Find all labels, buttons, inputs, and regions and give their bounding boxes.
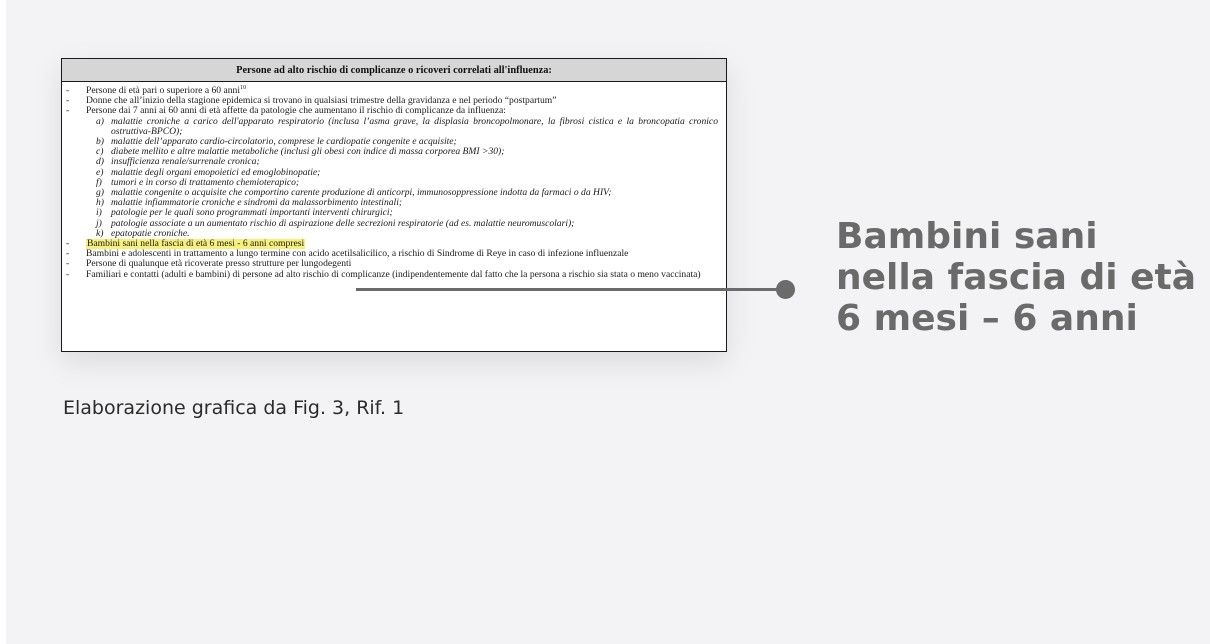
list-dash: -: [66, 105, 70, 117]
sub-list-letter: i): [96, 207, 102, 219]
footnote-ref: 10: [239, 84, 246, 91]
list-item-text: Persone di età pari o superiore a 60 anni$^{10}$: [86, 84, 246, 96]
list-dash: -: [66, 95, 70, 107]
sub-list-letter: j): [96, 217, 102, 229]
sub-list-letter: b): [96, 136, 104, 148]
callout-connector-line: [356, 288, 784, 291]
sub-list-letter: e): [96, 166, 104, 178]
list-item-text: Persone dai 7 anni ai 60 anni di età affette da patologie che aumentano il rischio di complicanze da influenza:: [86, 105, 506, 117]
callout-connector-dot: [776, 280, 795, 299]
sub-list-item: [66, 117, 718, 137]
document-header: Persone ad alto rischio di complicanze o ricoveri correlati all'influenza:: [62, 59, 726, 82]
list-item: [66, 270, 718, 280]
sub-list-letter: h): [96, 197, 104, 209]
sub-list-letter: k): [96, 227, 104, 239]
list-item-text: Donne che all’inizio della stagione epidemica si trovano in qualsiasi trimestre della gravidanza e nel periodo “postpartum”: [86, 95, 557, 107]
sub-list-text: diabete mellito e altre malattie metaboliche (inclusi gli obesi con indice di massa corporea BMI >30);: [111, 146, 505, 158]
figure-caption: Elaborazione grafica da Fig. 3, Rif. 1: [63, 397, 405, 419]
document-excerpt: [61, 58, 727, 352]
callout-line-2: nella fascia di età: [836, 257, 1196, 298]
sub-list-text: epatopatie croniche.: [111, 227, 190, 239]
highlighted-text: Bambini sani nella fascia di età 6 mesi - 6 anni compresi: [87, 238, 305, 250]
document-body: [62, 82, 726, 280]
sub-list-text: malattie degli organi emopoietici ed emoglobinopatie;: [111, 166, 321, 178]
sub-list-letter: d): [96, 156, 104, 168]
sub-list-text: malattie croniche a carico dell'apparato respiratorio (inclusa l’asma grave, la displasia broncopolmonare, la fibrosi cistica e la broncopatia cronico ostruttiva-BPCO);: [111, 115, 718, 137]
list-dash: -: [66, 248, 70, 260]
sub-list-text: tumori e in corso di trattamento chemioterapico;: [111, 176, 300, 188]
sub-list-letter: a): [96, 115, 104, 127]
sub-list-text: malattie congenite o acquisite che comportino carente produzione di anticorpi, immunosoppressione indotta da farmaci o da HIV;: [111, 187, 612, 199]
list-dash: -: [66, 268, 70, 280]
sub-list-letter: g): [96, 187, 104, 199]
sub-list-text: malattie dell’apparato cardio-circolatorio, comprese le cardiopatie congenite e acquisite;: [111, 136, 457, 148]
sub-list-letter: f): [96, 176, 102, 188]
list-item-text: Persone di qualunque età ricoverate presso strutture per lungodegenti: [86, 258, 352, 270]
list-dash: -: [66, 238, 70, 250]
sub-list-text: patologie associate a un aumentato rischio di aspirazione delle secrezioni respiratorie (ad es. malattie neuromuscolari);: [111, 217, 575, 229]
list-dash: -: [66, 258, 70, 270]
callout-line-1: Bambini sani: [836, 216, 1098, 257]
callout-label: [836, 216, 1206, 339]
sub-list-text: patologie per le quali sono programmati importanti interventi chirurgici;: [111, 207, 393, 219]
sub-list-text: malattie infiammatorie croniche e sindromi da malassorbimento intestinali;: [111, 197, 403, 209]
sub-list-text: insufficienza renale/surrenale cronica;: [111, 156, 260, 168]
list-dash: -: [66, 85, 70, 96]
sub-list-letter: c): [96, 146, 104, 158]
list-item-text: Familiari e contatti (adulti e bambini) di persone ad alto rischio di complicanze (indipendentemente dal fatto che la persona a rischio sia stata o meno vaccinata): [86, 268, 701, 280]
callout-line-3: 6 mesi – 6 anni: [836, 298, 1138, 339]
list-item-text: Bambini e adolescenti in trattamento a lungo termine con acido acetilsalicilico, a rischio di Sindrome di Reye in caso di infezione influenzale: [86, 248, 629, 260]
